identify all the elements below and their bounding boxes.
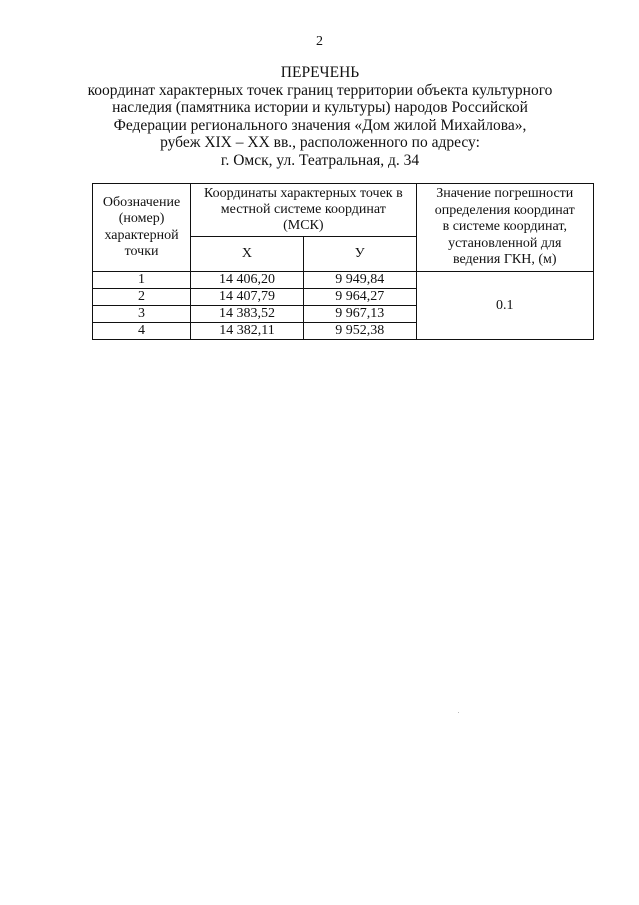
document-title: ПЕРЕЧЕНЬ	[280, 64, 360, 81]
header-error-line: установленной для	[448, 235, 562, 251]
header-coords-line: Координаты характерных точек в	[203, 186, 403, 201]
x-coordinate-cell: 14 383,52	[191, 306, 304, 323]
y-coordinate-cell: 9 964,27	[303, 289, 416, 306]
header-point-line: Обозначение	[102, 194, 181, 210]
point-number-cell: 4	[93, 323, 191, 340]
header-point-cell	[93, 184, 191, 272]
header-error-cell	[416, 184, 593, 272]
scan-speck	[458, 712, 459, 713]
error-value-cell: 0.1	[416, 272, 593, 340]
point-number-cell: 2	[93, 289, 191, 306]
document-heading	[60, 64, 580, 169]
heading-line: Федерации регионального значения «Дом жилой Михайлова»,	[113, 116, 527, 134]
point-number-cell: 3	[93, 306, 191, 323]
table-row	[93, 272, 594, 289]
heading-line: г. Омск, ул. Театральная, д. 34	[220, 151, 420, 169]
coordinates-table	[92, 183, 594, 340]
heading-line: координат характерных точек границ территории объекта культурного	[87, 81, 553, 99]
x-coordinate-cell: 14 406,20	[191, 272, 304, 289]
header-point-line: (номер)	[118, 211, 165, 226]
header-point-line: характерной	[104, 227, 179, 243]
page-number: 2	[316, 34, 323, 49]
heading-line: рубеж XIX – XX вв., расположенного по адресу:	[160, 134, 480, 151]
x-coordinate-cell: 14 382,11	[191, 323, 304, 340]
header-coords-line: (МСК)	[283, 218, 324, 233]
header-error-line: в системе координат,	[442, 219, 567, 235]
header-error-line: Значение погрешности	[436, 186, 574, 202]
y-coordinate-cell: 9 952,38	[303, 323, 416, 340]
header-error-line: определения координат	[434, 202, 575, 218]
table-header-row	[93, 184, 594, 237]
header-coords-cell	[191, 184, 416, 237]
header-error-line: ведения ГКН, (м)	[453, 252, 557, 268]
y-coordinate-cell: 9 967,13	[303, 306, 416, 323]
point-number-cell: 1	[93, 272, 191, 289]
x-coordinate-cell: 14 407,79	[191, 289, 304, 306]
header-coords-line: местной системе координат	[220, 202, 386, 217]
header-point-line: точки	[124, 244, 159, 259]
y-coordinate-cell: 9 949,84	[303, 272, 416, 289]
header-x-cell: Х	[191, 237, 304, 272]
header-y-cell: У	[303, 237, 416, 272]
heading-line: наследия (памятника истории и культуры) народов Российской	[112, 99, 528, 116]
